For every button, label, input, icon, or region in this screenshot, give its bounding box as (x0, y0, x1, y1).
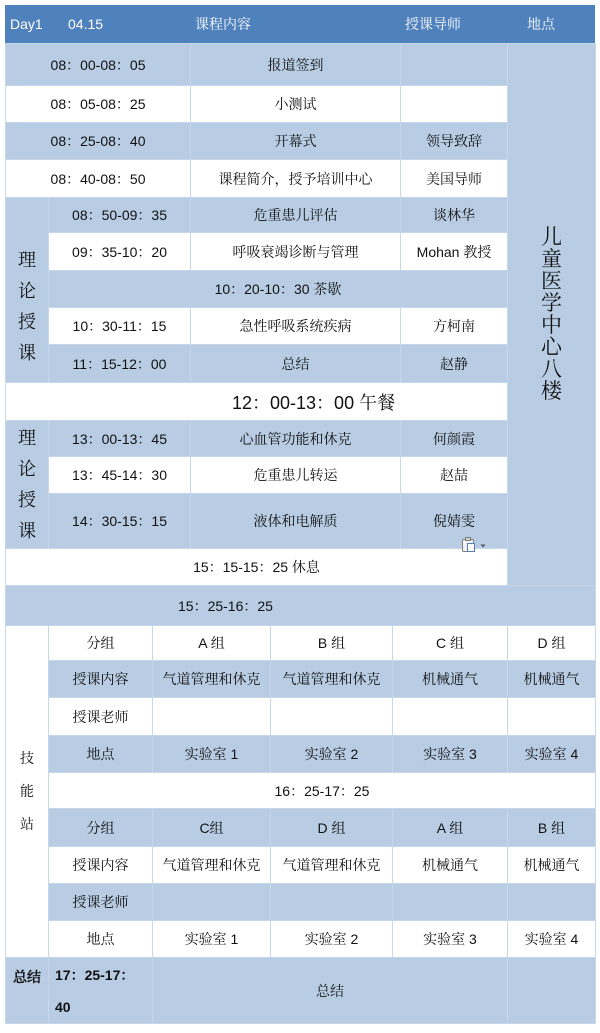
section-label (6, 198, 49, 383)
schedule-row (6, 271, 596, 308)
location-cell: 实验室 4 (508, 921, 596, 958)
content-cell: 危重患儿评估 (191, 198, 401, 233)
schedule-row (6, 457, 596, 494)
row-label: 地点 (49, 921, 153, 958)
group-cell: D 组 (271, 809, 393, 847)
location-cell: 实验室 4 (508, 736, 596, 773)
content-cell: 液体和电解质 (191, 494, 401, 549)
table-header (5, 5, 595, 43)
skills-row (6, 736, 596, 773)
group-cell: B 组 (271, 626, 393, 661)
schedule-row (6, 44, 596, 86)
schedule-row (6, 308, 596, 345)
time-cell: 08：50-09：35 (49, 198, 191, 233)
skills-station-label-text: 技能站 (20, 750, 34, 832)
row-label: 地点 (49, 736, 153, 773)
time-cell: 10：30-11：15 (49, 308, 191, 345)
skills-slot-1-cell: 15：25-16：25 (6, 586, 596, 626)
lunch-cell: 12：00-13：00 午餐 (6, 383, 508, 421)
schedule-row (6, 160, 596, 198)
skills-row (6, 884, 596, 921)
content-cell: 气道管理和休克 (271, 847, 393, 884)
group-cell: C 组 (393, 626, 508, 661)
location-cell: 实验室 3 (393, 921, 508, 958)
location-cell: 实验室 3 (393, 736, 508, 773)
group-cell: A 组 (393, 809, 508, 847)
content-cell: 机械通气 (393, 661, 508, 698)
rest-cell: 15：15-15：25 休息 (6, 549, 508, 586)
schedule-row (6, 123, 596, 160)
content-cell: 气道管理和休克 (153, 661, 271, 698)
teacher-cell (153, 884, 271, 921)
location-cell: 实验室 1 (153, 736, 271, 773)
lecture-schedule-table (5, 43, 596, 626)
teacher-cell: 倪婧雯 (401, 494, 508, 549)
header-day: Day1 (10, 16, 43, 32)
skills-slot-2-cell: 16：25-17：25 (49, 773, 596, 809)
skills-row (6, 921, 596, 958)
row-label: 授课内容 (49, 661, 153, 698)
schedule-row (6, 198, 596, 233)
row-label: 授课老师 (49, 698, 153, 736)
time-cell: 13：00-13：45 (49, 421, 191, 457)
schedule-row (6, 345, 596, 383)
section-label (6, 421, 49, 549)
row-label: 授课老师 (49, 884, 153, 921)
content-cell: 总结 (191, 345, 401, 383)
header-content: 课程内容 (195, 16, 251, 32)
content-cell: 课程简介，授予培训中心 (191, 160, 401, 198)
content-cell: 开幕式 (191, 123, 401, 160)
schedule-row (6, 383, 596, 421)
summary-empty-cell (508, 958, 596, 1024)
group-cell: A 组 (153, 626, 271, 661)
teacher-cell (271, 698, 393, 736)
skills-row (6, 847, 596, 884)
header-teacher: 授课导师 (405, 16, 461, 32)
section-label-text: 理论授课 (18, 427, 36, 541)
time-cell: 09：35-10：20 (49, 233, 191, 271)
location-cell: 实验室 2 (271, 736, 393, 773)
location-cell: 实验室 1 (153, 921, 271, 958)
skills-station-label (6, 626, 49, 958)
row-label: 授课内容 (49, 847, 153, 884)
skills-row (6, 698, 596, 736)
summary-content: 总结 (153, 958, 508, 1024)
summary-time: 17：25-17：40 (49, 958, 153, 1024)
paste-options-icon[interactable] (461, 537, 489, 553)
location-text: 儿童医学中心八楼 (541, 225, 563, 403)
time-cell: 08：00-08：05 (6, 44, 191, 86)
group-cell: C组 (153, 809, 271, 847)
skills-row (6, 809, 596, 847)
teacher-cell (271, 884, 393, 921)
section-label-text: 理论授课 (18, 250, 36, 363)
content-cell: 急性呼吸系统疾病 (191, 308, 401, 345)
content-cell: 机械通气 (508, 661, 596, 698)
time-cell: 11：15-12：00 (49, 345, 191, 383)
teacher-cell (401, 86, 508, 123)
content-cell: 心血管功能和休克 (191, 421, 401, 457)
group-cell: D 组 (508, 626, 596, 661)
header-date: 04.15 (68, 16, 104, 32)
schedule-row (6, 549, 596, 586)
row-label: 分组 (49, 809, 153, 847)
schedule-row (6, 586, 596, 626)
skills-row (6, 773, 596, 809)
content-cell: 机械通气 (508, 847, 596, 884)
content-cell: 气道管理和休克 (271, 661, 393, 698)
skills-station-table (5, 625, 596, 1024)
row-label: 分组 (49, 626, 153, 661)
tea-break-cell: 10：20-10：30 茶歇 (49, 271, 508, 308)
content-cell: 呼吸衰竭诊断与管理 (191, 233, 401, 271)
teacher-cell: 赵静 (401, 345, 508, 383)
summary-row (6, 958, 596, 1024)
teacher-cell: 赵喆 (401, 457, 508, 494)
schedule-row (6, 421, 596, 457)
schedule-row (6, 233, 596, 271)
time-cell: 13：45-14：30 (49, 457, 191, 494)
content-cell: 机械通气 (393, 847, 508, 884)
time-cell: 08：40-08：50 (6, 160, 191, 198)
content-cell: 报道签到 (191, 44, 401, 86)
header-location: 地点 (527, 16, 555, 32)
teacher-cell (393, 884, 508, 921)
group-cell: B 组 (508, 809, 596, 847)
teacher-cell: 方柯南 (401, 308, 508, 345)
summary-label: 总结 (6, 958, 49, 1024)
schedule-row (6, 494, 596, 549)
time-cell: 08：05-08：25 (6, 86, 191, 123)
skills-row (6, 661, 596, 698)
teacher-cell (153, 698, 271, 736)
schedule-row (6, 86, 596, 123)
location-cell (508, 44, 596, 586)
content-cell: 小测试 (191, 86, 401, 123)
skills-row (6, 626, 596, 661)
time-cell: 08：25-08：40 (6, 123, 191, 160)
location-cell: 实验室 2 (271, 921, 393, 958)
teacher-cell: 美国导师 (401, 160, 508, 198)
teacher-cell (508, 884, 596, 921)
teacher-cell (401, 44, 508, 86)
teacher-cell: Mohan 教授 (401, 233, 508, 271)
teacher-cell: 领导致辞 (401, 123, 508, 160)
teacher-cell: 何颜霞 (401, 421, 508, 457)
teacher-cell (393, 698, 508, 736)
content-cell: 危重患儿转运 (191, 457, 401, 494)
time-cell: 14：30-15：15 (49, 494, 191, 549)
content-cell: 气道管理和休克 (153, 847, 271, 884)
teacher-cell: 谈林华 (401, 198, 508, 233)
teacher-cell (508, 698, 596, 736)
